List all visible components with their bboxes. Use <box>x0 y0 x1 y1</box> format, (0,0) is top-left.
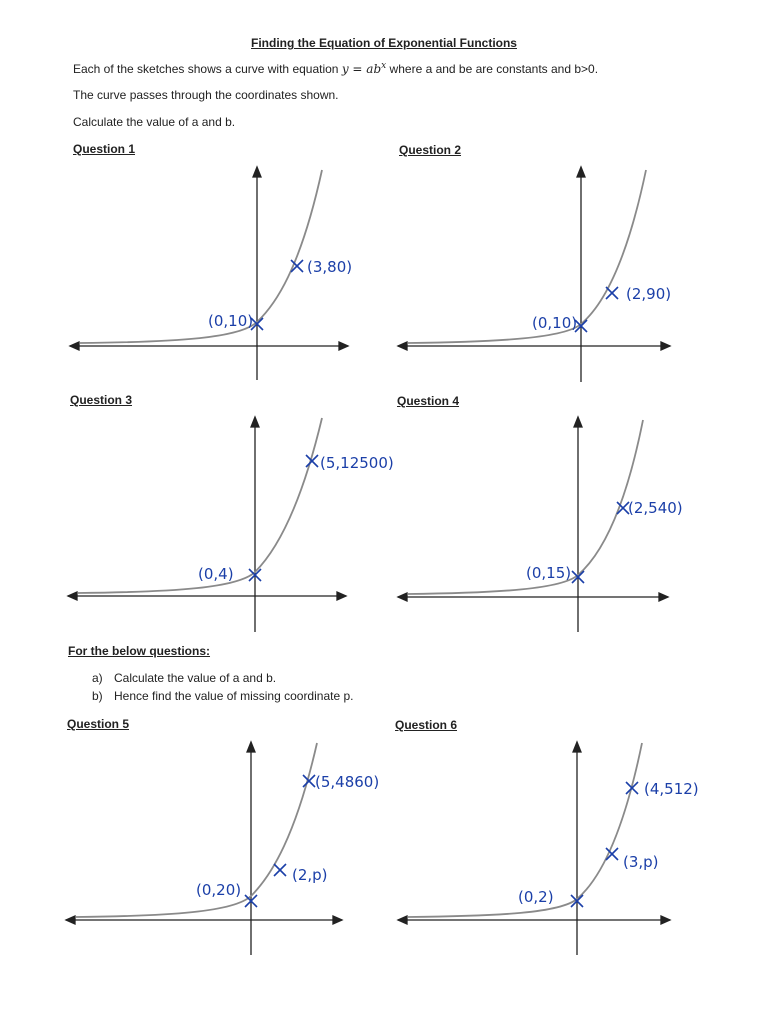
point-label: (0,10) <box>208 312 254 330</box>
exponential-curve <box>80 170 322 343</box>
point-label: (5,12500) <box>320 454 394 472</box>
x-axis-left-arrow <box>398 593 407 601</box>
point-marker <box>274 864 286 876</box>
point-label: (0,20) <box>196 881 242 899</box>
equation-base: y = ab <box>341 62 382 76</box>
worksheet-title: Finding the Equation of Exponential Functions <box>251 36 517 50</box>
y-axis-arrow <box>253 167 261 177</box>
x-axis-left-arrow <box>66 916 75 924</box>
x-axis-right-arrow <box>337 592 346 600</box>
intro-line-1 <box>73 61 598 76</box>
x-axis-right-arrow <box>339 342 348 350</box>
question-5-label: Question 5 <box>67 717 130 731</box>
x-axis-right-arrow <box>659 593 668 601</box>
item-letter: a) <box>92 671 103 685</box>
point-label: (3,80) <box>307 258 353 276</box>
x-axis-right-arrow <box>661 342 670 350</box>
point-label: (5,4860) <box>315 773 380 791</box>
y-axis-arrow <box>577 167 585 177</box>
point-label: (2,p) <box>292 866 328 884</box>
question-3-label: Question 3 <box>70 393 133 407</box>
axes <box>68 417 346 632</box>
exponential-curve <box>408 170 646 343</box>
axes <box>398 417 668 632</box>
x-axis-left-arrow <box>398 342 407 350</box>
x-axis-right-arrow <box>661 916 670 924</box>
y-axis-arrow <box>247 742 255 752</box>
intro-line-3: Calculate the value of a and b. <box>73 115 236 129</box>
item-letter: b) <box>92 689 103 703</box>
point-label: (0,10) <box>532 314 578 332</box>
part2-item-b <box>92 689 353 703</box>
x-axis-left-arrow <box>398 916 407 924</box>
question-4-label: Question 4 <box>397 394 460 408</box>
question-6-label: Question 6 <box>395 718 458 732</box>
intro-text-end: where a and be are constants and b>0. <box>386 62 599 76</box>
axes <box>66 742 342 955</box>
point-label: (0,15) <box>526 564 572 582</box>
point-label: (2,90) <box>626 285 672 303</box>
graph-question-4 <box>390 410 690 635</box>
axes <box>398 167 670 382</box>
axes <box>398 742 670 955</box>
point-label: (0,2) <box>518 888 554 906</box>
point-label: (0,4) <box>198 565 234 583</box>
y-axis-arrow <box>574 417 582 427</box>
x-axis-left-arrow <box>68 592 77 600</box>
graph-question-3 <box>60 410 394 635</box>
item-text: Calculate the value of a and b. <box>114 671 277 685</box>
question-2-label: Question 2 <box>399 143 462 157</box>
equation-exponent: x <box>381 61 387 71</box>
part2-heading: For the below questions: <box>68 644 211 658</box>
part2-item-a <box>92 671 276 685</box>
point-label: (4,512) <box>644 780 699 798</box>
x-axis-left-arrow <box>70 342 79 350</box>
graph-question-1 <box>60 160 360 385</box>
intro-line-2: The curve passes through the coordinates shown. <box>73 88 339 102</box>
equation <box>342 62 386 76</box>
x-axis-right-arrow <box>333 916 342 924</box>
point-marker <box>606 287 618 299</box>
y-axis-arrow <box>573 742 581 752</box>
graph-question-5 <box>58 735 380 960</box>
y-axis-arrow <box>251 417 259 427</box>
item-text: Hence find the value of missing coordinate p. <box>114 689 354 703</box>
point-label: (2,540) <box>628 499 683 517</box>
graph-question-6 <box>390 735 699 960</box>
intro-text: Each of the sketches shows a curve with equation <box>73 62 342 76</box>
question-1-label: Question 1 <box>73 142 136 156</box>
graph-question-2 <box>390 160 690 385</box>
point-label: (3,p) <box>623 853 659 871</box>
